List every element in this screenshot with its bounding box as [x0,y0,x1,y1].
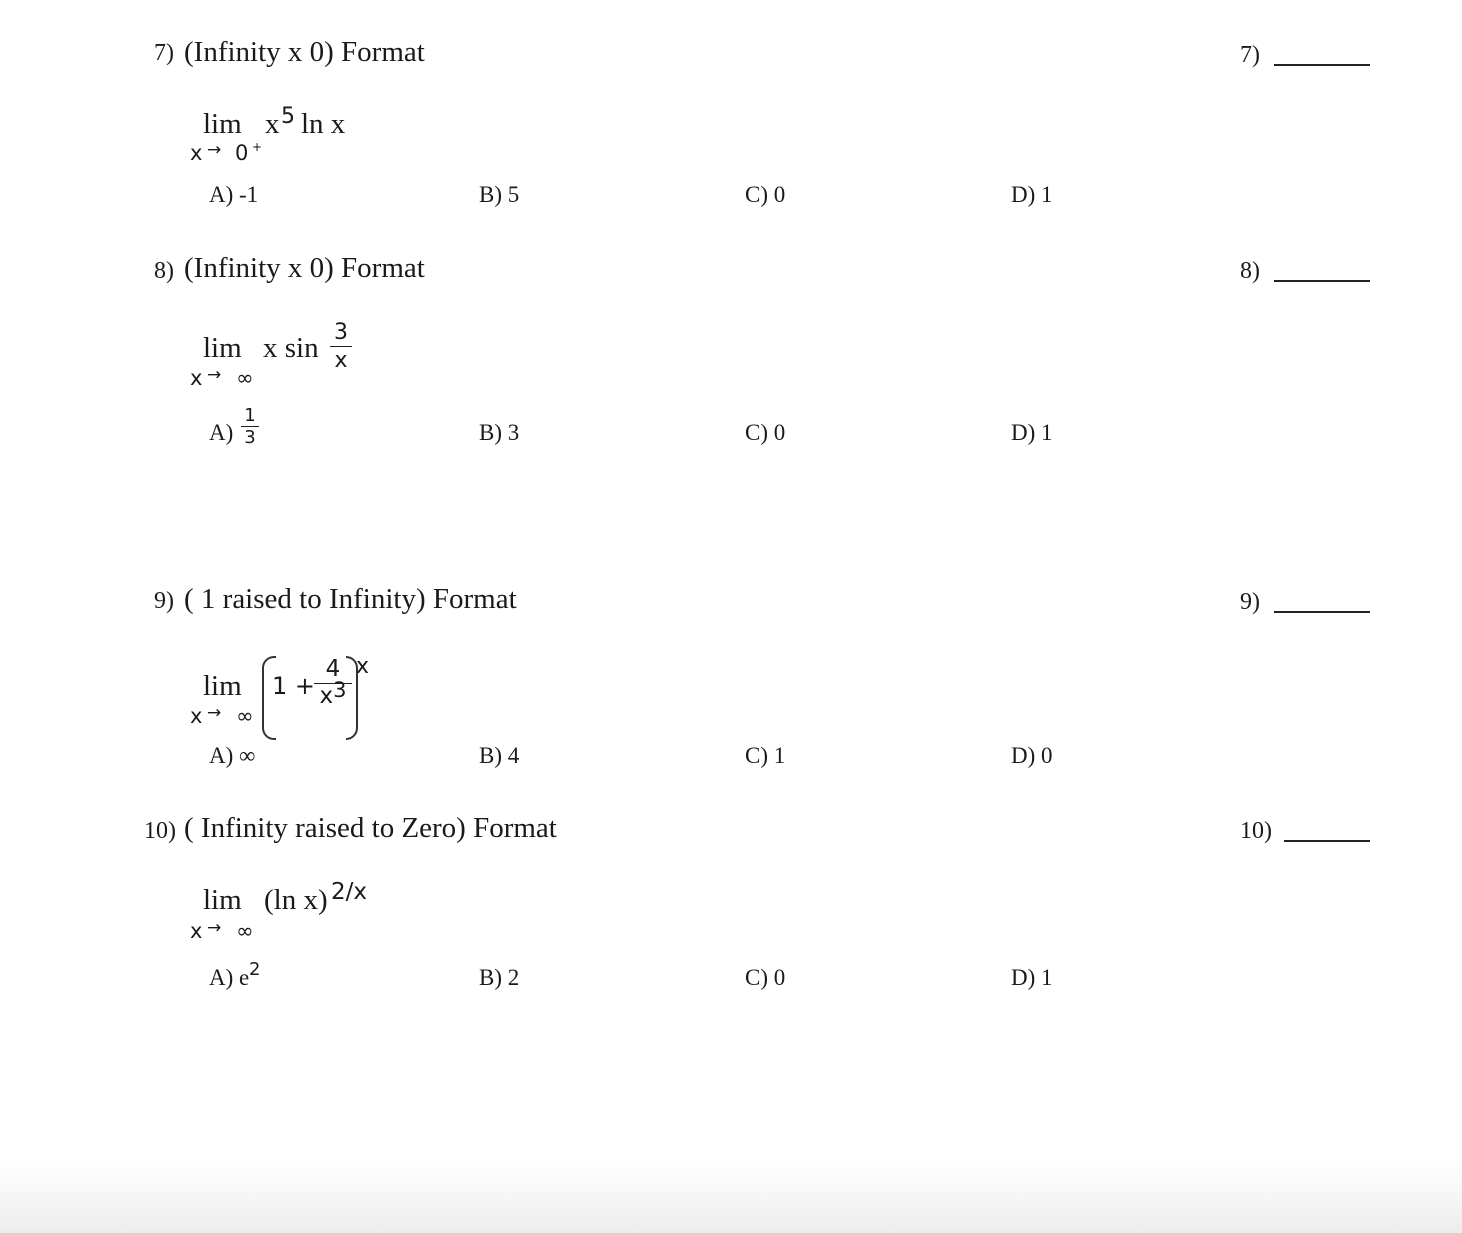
lim-target: ∞ [236,366,254,390]
choice-a-exponent: 2 [249,959,261,980]
choice-a-fraction [241,407,259,447]
lim-target: ∞ [236,704,254,728]
question-number: 10) [144,818,176,844]
lim-target: ∞ [236,919,254,943]
fraction [330,322,352,372]
answer-blank[interactable] [1274,64,1370,66]
choice-a-prefix[interactable]: A) e [209,965,250,990]
question-title: (Infinity x 0) Format [184,252,425,284]
fraction-denominator [319,678,347,709]
fraction-denominator: x [334,348,348,373]
choice-d[interactable]: D) 1 [1011,182,1053,207]
lim-target-sign: + [252,140,263,154]
answer-blank[interactable] [1284,840,1370,842]
arrow-icon: → [207,140,222,160]
choice-c[interactable]: C) 0 [745,420,786,445]
arrow-icon: → [207,703,222,723]
choice-d[interactable]: D) 1 [1011,965,1053,990]
choice-c[interactable]: C) 0 [745,182,786,207]
choice-c[interactable]: C) 1 [745,743,786,768]
answer-label: 10) [1240,818,1272,844]
choice-b[interactable]: B) 2 [479,965,520,990]
lim-operator: lim [203,332,242,364]
answer-label: 7) [1240,42,1260,68]
question-number: 7) [154,40,174,66]
expr-base: (ln x) [264,884,328,916]
lim-var: x [190,704,203,728]
fraction-numerator: 3 [334,320,348,345]
fraction-bar [330,346,352,347]
lim-target: 0 [235,141,249,165]
answer-label: 8) [1240,258,1260,284]
lim-operator: lim [203,884,242,916]
answer-blank[interactable] [1274,280,1370,282]
answer-blank[interactable] [1274,611,1370,613]
choice-b[interactable]: B) 3 [479,420,520,445]
expr-exponent: 5 [281,104,295,129]
fraction-denominator: 3 [244,427,256,448]
lim-var: x [190,366,203,390]
expr-tail: ln x [301,108,346,140]
choice-a-prefix[interactable]: A) [209,420,234,445]
page-bottom-shadow [0,1163,1462,1233]
one-plus: 1 + [272,672,316,700]
question-title: (Infinity x 0) Format [184,36,425,68]
fraction-numerator: 1 [244,405,256,426]
lim-var: x [190,141,203,165]
arrow-icon: → [207,918,222,938]
choice-c[interactable]: C) 0 [745,965,786,990]
fraction-numerator: 4 [325,656,341,682]
choice-d[interactable]: D) 0 [1011,743,1053,768]
denominator-base: x [319,683,334,709]
lim-operator: lim [203,108,242,140]
question-title: ( Infinity raised to Zero) Format [184,812,557,844]
question-number: 9) [154,588,174,614]
choice-a[interactable]: A) -1 [209,182,259,207]
choice-b[interactable]: B) 5 [479,182,520,207]
outer-exponent: x [356,654,370,679]
question-title: ( 1 raised to Infinity) Format [184,583,517,615]
question-number: 8) [154,258,174,284]
expr-body: x sin [263,332,319,364]
choice-d[interactable]: D) 1 [1011,420,1053,445]
denominator-exponent: 3 [333,678,347,702]
choice-b[interactable]: B) 4 [479,743,520,768]
expr-exponent: 2/x [331,879,367,905]
choice-a[interactable]: A) ∞ [209,743,256,768]
arrow-icon: → [207,365,222,385]
answer-label: 9) [1240,589,1260,615]
expr-base: x [265,108,280,140]
lim-operator: lim [203,670,242,702]
lim-var: x [190,919,203,943]
